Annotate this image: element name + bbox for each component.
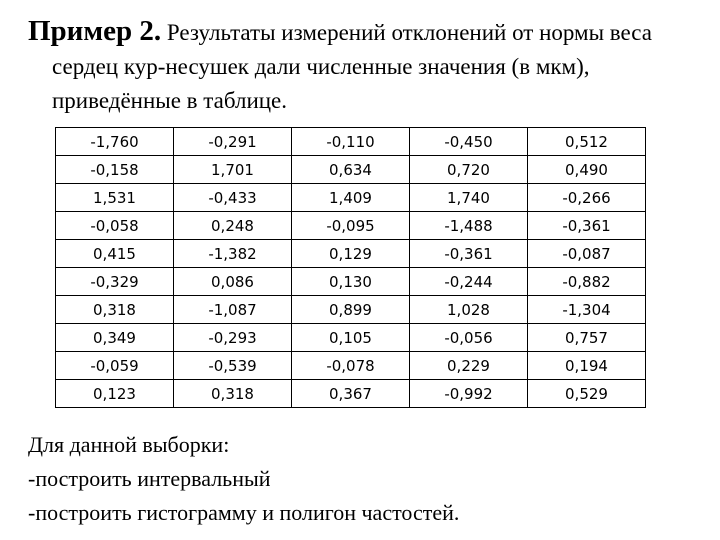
table-cell: -1,382	[174, 240, 292, 268]
table-cell: 0,490	[528, 156, 646, 184]
table-cell: 1,701	[174, 156, 292, 184]
table-row	[56, 296, 646, 324]
table-row	[56, 380, 646, 408]
table-cell: 0,757	[528, 324, 646, 352]
table-cell: 0,512	[528, 128, 646, 156]
table-cell: 1,531	[56, 184, 174, 212]
heading	[28, 14, 718, 118]
table-row	[56, 352, 646, 380]
table-cell: -0,056	[410, 324, 528, 352]
table-cell: 0,899	[292, 296, 410, 324]
table-cell: 0,529	[528, 380, 646, 408]
table-cell: 0,720	[410, 156, 528, 184]
table-row	[56, 212, 646, 240]
table-cell: -0,539	[174, 352, 292, 380]
table-cell: -1,087	[174, 296, 292, 324]
example-label: Пример 2.	[28, 15, 162, 47]
table-cell: 0,318	[56, 296, 174, 324]
table-cell: 0,318	[174, 380, 292, 408]
table-cell: -0,291	[174, 128, 292, 156]
measurements-table	[55, 127, 646, 408]
table-cell: -0,361	[410, 240, 528, 268]
table-row	[56, 324, 646, 352]
table-cell: -0,158	[56, 156, 174, 184]
table-cell: -1,760	[56, 128, 174, 156]
table-cell: -0,058	[56, 212, 174, 240]
table-cell: 0,194	[528, 352, 646, 380]
table-cell: -0,110	[292, 128, 410, 156]
table-cell: 0,130	[292, 268, 410, 296]
table-cell: -0,882	[528, 268, 646, 296]
table-cell: 0,349	[56, 324, 174, 352]
table-body	[56, 128, 646, 408]
table-cell: 0,123	[56, 380, 174, 408]
heading-line-3: приведённые в таблице.	[52, 88, 288, 113]
table-row	[56, 128, 646, 156]
task-item-histogram: -построить гистограмму и полигон частостей.	[28, 500, 460, 525]
table-cell: 0,086	[174, 268, 292, 296]
table-row	[56, 184, 646, 212]
table-cell: 0,229	[410, 352, 528, 380]
table-cell: -1,304	[528, 296, 646, 324]
table-row	[56, 156, 646, 184]
table-cell: 0,634	[292, 156, 410, 184]
table-row	[56, 268, 646, 296]
table-cell: -0,095	[292, 212, 410, 240]
table-cell: -0,244	[410, 268, 528, 296]
table-cell: 0,248	[174, 212, 292, 240]
table-cell: -0,992	[410, 380, 528, 408]
table-cell: -0,329	[56, 268, 174, 296]
heading-line-1: Результаты измерений отклонений от нормы веса	[166, 20, 652, 45]
table-cell: -0,078	[292, 352, 410, 380]
table-cell: 0,129	[292, 240, 410, 268]
table-cell: -0,293	[174, 324, 292, 352]
table-row	[56, 240, 646, 268]
heading-line-2: сердец кур-несушек дали численные значения (в мкм),	[52, 54, 590, 79]
task-item-interval: -построить интервальный	[28, 466, 271, 491]
table-cell: 0,367	[292, 380, 410, 408]
table-cell: 1,028	[410, 296, 528, 324]
table-cell: 1,409	[292, 184, 410, 212]
table-cell: 0,105	[292, 324, 410, 352]
table-cell: -0,361	[528, 212, 646, 240]
table-cell: -0,450	[410, 128, 528, 156]
table-cell: 1,740	[410, 184, 528, 212]
table-cell: -0,087	[528, 240, 646, 268]
table-cell: -0,433	[174, 184, 292, 212]
table-cell: 0,415	[56, 240, 174, 268]
table-cell: -0,266	[528, 184, 646, 212]
task-intro: Для данной выборки:	[28, 432, 230, 457]
table-cell: -1,488	[410, 212, 528, 240]
table-cell: -0,059	[56, 352, 174, 380]
task-block	[28, 428, 459, 530]
